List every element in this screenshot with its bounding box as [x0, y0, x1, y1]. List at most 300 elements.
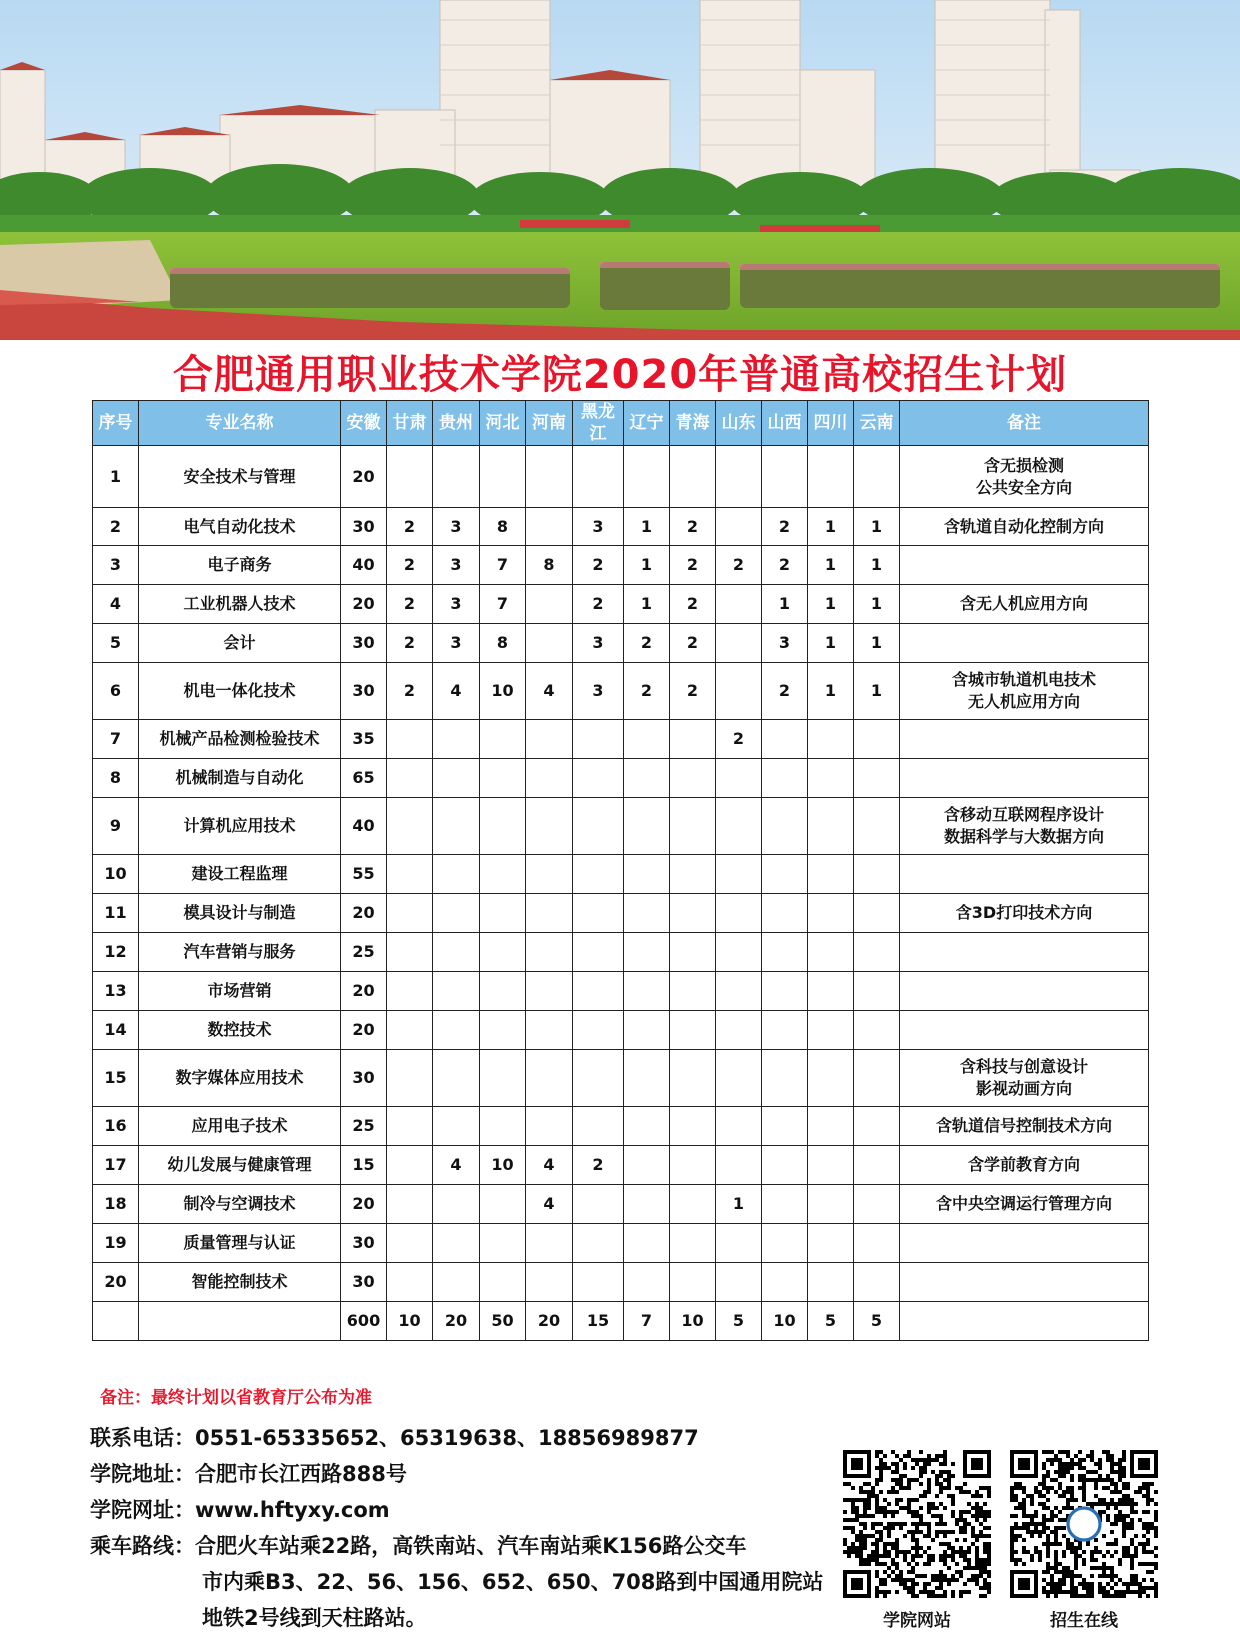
quota-cell [624, 933, 670, 972]
table-row [93, 663, 1149, 720]
quota-cell [433, 933, 480, 972]
quota-cell: 3 [573, 624, 624, 663]
quota-cell [433, 759, 480, 798]
quota-cell [573, 720, 624, 759]
quota-cell [526, 972, 573, 1011]
quota-cell [762, 1107, 808, 1146]
website-row [90, 1492, 823, 1528]
quota-cell [762, 1224, 808, 1263]
table-row [93, 1011, 1149, 1050]
quota-cell [433, 855, 480, 894]
quota-cell [624, 1224, 670, 1263]
quota-cell [716, 508, 762, 546]
table-row [93, 972, 1149, 1011]
row-number: 16 [93, 1107, 139, 1146]
quota-cell: 30 [341, 508, 387, 546]
row-number: 2 [93, 508, 139, 546]
quota-cell: 2 [670, 624, 716, 663]
quota-cell [526, 933, 573, 972]
quota-cell [387, 446, 433, 508]
table-row [93, 1185, 1149, 1224]
quota-cell [526, 798, 573, 855]
quota-cell [480, 1050, 526, 1107]
quota-cell: 1 [808, 624, 854, 663]
quota-cell [762, 933, 808, 972]
quota-cell [433, 1185, 480, 1224]
quota-cell [573, 1263, 624, 1302]
quota-cell: 4 [433, 663, 480, 720]
quota-cell: 25 [341, 1107, 387, 1146]
quota-cell [526, 585, 573, 624]
remark-line: 含轨道自动化控制方向 [943, 516, 1104, 536]
quota-cell: 30 [341, 624, 387, 663]
quota-cell: 2 [762, 508, 808, 546]
quota-cell [624, 972, 670, 1011]
quota-cell: 3 [433, 508, 480, 546]
table-row [93, 624, 1149, 663]
quota-cell [433, 1263, 480, 1302]
quota-cell: 20 [341, 1011, 387, 1050]
remark-line: 含中央空调运行管理方向 [935, 1194, 1112, 1213]
quota-cell [526, 624, 573, 663]
quota-cell [433, 720, 480, 759]
remark-cell [900, 446, 1149, 508]
remark-line: 含轨道信号控制技术方向 [935, 1116, 1112, 1135]
quota-cell: 10 [480, 1146, 526, 1185]
quota-cell [480, 1107, 526, 1146]
total-cell: 50 [480, 1302, 526, 1341]
table-row [93, 508, 1149, 546]
quota-cell [526, 720, 573, 759]
remark-cell [900, 1050, 1149, 1107]
total-cell: 5 [854, 1302, 900, 1341]
remark-cell [900, 720, 1149, 759]
quota-cell [670, 972, 716, 1011]
quota-cell [480, 720, 526, 759]
major-name: 电气自动化技术 [139, 508, 341, 546]
quota-cell [808, 1011, 854, 1050]
quota-cell [624, 855, 670, 894]
row-number: 5 [93, 624, 139, 663]
remark-line: 含城市轨道机电技术 [951, 670, 1096, 689]
route-line-2: 市内乘B3、22、56、156、652、650、708路到中国通用院站 [202, 1570, 824, 1594]
quota-cell [854, 1263, 900, 1302]
qr-code-icon [843, 1450, 991, 1598]
quota-cell [433, 972, 480, 1011]
quota-cell [762, 1263, 808, 1302]
quota-cell: 2 [387, 624, 433, 663]
column-header: 河北 [480, 401, 526, 446]
quota-cell [854, 933, 900, 972]
quota-cell [480, 1185, 526, 1224]
table-row [93, 446, 1149, 508]
quota-cell [573, 972, 624, 1011]
route-row-2 [90, 1564, 823, 1600]
quota-cell: 30 [341, 663, 387, 720]
phone-label: 联系电话： [90, 1426, 195, 1450]
quota-cell [526, 855, 573, 894]
campus-photo [0, 0, 1240, 340]
quota-cell [762, 1011, 808, 1050]
quota-cell: 15 [341, 1146, 387, 1185]
quota-cell [387, 1107, 433, 1146]
total-cell: 10 [670, 1302, 716, 1341]
column-header: 辽宁 [624, 401, 670, 446]
address-row [90, 1456, 823, 1492]
empty-cell [139, 1302, 341, 1341]
empty-cell [93, 1302, 139, 1341]
quota-cell: 2 [624, 624, 670, 663]
quota-cell [854, 972, 900, 1011]
quota-cell [526, 508, 573, 546]
row-number: 6 [93, 663, 139, 720]
quota-cell: 2 [716, 546, 762, 585]
quota-cell [433, 798, 480, 855]
quota-cell [762, 855, 808, 894]
quota-cell: 1 [854, 546, 900, 585]
quota-cell [624, 1146, 670, 1185]
phone-row [90, 1420, 823, 1456]
quota-cell: 4 [433, 1146, 480, 1185]
remark-line: 含科技与创意设计 [959, 1057, 1088, 1076]
quota-cell [387, 855, 433, 894]
quota-cell [433, 894, 480, 933]
remark-cell [900, 894, 1149, 933]
quota-cell [854, 759, 900, 798]
column-header: 专业名称 [139, 401, 341, 446]
quota-cell: 1 [624, 508, 670, 546]
column-header: 贵州 [433, 401, 480, 446]
remark-cell [900, 1263, 1149, 1302]
table-row [93, 1224, 1149, 1263]
quota-cell: 3 [433, 585, 480, 624]
quota-cell [433, 1050, 480, 1107]
quota-cell [670, 1185, 716, 1224]
quota-cell [670, 1011, 716, 1050]
route-row-3 [90, 1600, 823, 1636]
column-header: 甘肃 [387, 401, 433, 446]
quota-cell [573, 798, 624, 855]
quota-cell [573, 1050, 624, 1107]
quota-cell [624, 759, 670, 798]
quota-cell: 2 [762, 663, 808, 720]
quota-cell: 4 [526, 1146, 573, 1185]
quota-cell [624, 1263, 670, 1302]
quota-cell: 30 [341, 1263, 387, 1302]
quota-cell [854, 1050, 900, 1107]
total-cell: 10 [762, 1302, 808, 1341]
total-cell: 5 [808, 1302, 854, 1341]
route-line-1: 合肥火车站乘22路，高铁南站、汽车南站乘K156路公交车 [195, 1534, 747, 1558]
quota-cell [387, 972, 433, 1011]
quota-cell [526, 759, 573, 798]
row-number: 3 [93, 546, 139, 585]
quota-cell [387, 1224, 433, 1263]
quota-cell [808, 855, 854, 894]
quota-cell [808, 894, 854, 933]
quota-cell [716, 894, 762, 933]
quota-cell [480, 1224, 526, 1263]
table-row [93, 798, 1149, 855]
quota-cell [387, 1185, 433, 1224]
quota-cell [854, 1107, 900, 1146]
quota-cell [480, 1011, 526, 1050]
phone-value: 0551-65335652、65319638、18856989877 [195, 1426, 699, 1450]
quota-cell [808, 720, 854, 759]
quota-cell [480, 798, 526, 855]
quota-cell [716, 1263, 762, 1302]
table-row [93, 1146, 1149, 1185]
quota-cell [480, 1263, 526, 1302]
row-number: 18 [93, 1185, 139, 1224]
website-label: 学院网址： [90, 1498, 195, 1522]
quota-cell [762, 1050, 808, 1107]
table-row [93, 933, 1149, 972]
quota-cell: 1 [854, 508, 900, 546]
quota-cell: 35 [341, 720, 387, 759]
remark-cell [900, 759, 1149, 798]
quota-cell [854, 1146, 900, 1185]
quota-cell [716, 663, 762, 720]
quota-cell [573, 933, 624, 972]
quota-cell [480, 894, 526, 933]
major-name: 质量管理与认证 [139, 1224, 341, 1263]
column-header: 备注 [900, 401, 1149, 446]
quota-cell: 20 [341, 972, 387, 1011]
table-row [93, 855, 1149, 894]
quota-cell [624, 446, 670, 508]
quota-cell: 2 [573, 546, 624, 585]
remark-line: 无人机应用方向 [967, 692, 1080, 711]
row-number: 20 [93, 1263, 139, 1302]
quota-cell: 2 [670, 546, 716, 585]
quota-cell: 1 [808, 585, 854, 624]
quota-cell [387, 894, 433, 933]
quota-cell [526, 1050, 573, 1107]
remark-line: 含3D打印技术方向 [955, 903, 1093, 922]
quota-cell: 2 [670, 663, 716, 720]
quota-cell: 40 [341, 546, 387, 585]
major-name: 工业机器人技术 [139, 585, 341, 624]
major-name: 机电一体化技术 [139, 663, 341, 720]
quota-cell: 20 [341, 585, 387, 624]
row-number: 17 [93, 1146, 139, 1185]
remark-line: 含移动互联网程序设计 [943, 805, 1104, 824]
quota-cell: 65 [341, 759, 387, 798]
quota-cell [480, 446, 526, 508]
quota-cell [808, 1263, 854, 1302]
column-header: 黑龙江 [573, 401, 624, 446]
quota-cell: 7 [480, 546, 526, 585]
column-header: 云南 [854, 401, 900, 446]
quota-cell [526, 446, 573, 508]
quota-cell: 1 [624, 585, 670, 624]
quota-cell [762, 1146, 808, 1185]
quota-cell [716, 1050, 762, 1107]
quota-cell [716, 585, 762, 624]
table-row [93, 1107, 1149, 1146]
quota-cell: 1 [762, 585, 808, 624]
column-header: 河南 [526, 401, 573, 446]
quota-cell [808, 1224, 854, 1263]
quota-cell [526, 894, 573, 933]
quota-cell [808, 1185, 854, 1224]
quota-cell [716, 759, 762, 798]
row-number: 13 [93, 972, 139, 1011]
quota-cell [387, 798, 433, 855]
quota-cell: 2 [762, 546, 808, 585]
website-value: www.hftyxy.com [195, 1498, 390, 1522]
quota-cell [573, 759, 624, 798]
remark-line: 影视动画方向 [975, 1079, 1072, 1098]
quota-cell [808, 1146, 854, 1185]
quota-cell: 2 [573, 585, 624, 624]
quota-cell: 4 [526, 1185, 573, 1224]
quota-cell: 1 [854, 663, 900, 720]
row-number: 15 [93, 1050, 139, 1107]
quota-cell: 2 [716, 720, 762, 759]
quota-cell [670, 798, 716, 855]
remark-cell [900, 663, 1149, 720]
quota-cell [624, 894, 670, 933]
quota-cell [762, 759, 808, 798]
column-header: 山西 [762, 401, 808, 446]
major-name: 计算机应用技术 [139, 798, 341, 855]
major-name: 制冷与空调技术 [139, 1185, 341, 1224]
quota-cell [624, 1050, 670, 1107]
quota-cell [670, 1107, 716, 1146]
quota-cell: 40 [341, 798, 387, 855]
quota-cell [624, 1107, 670, 1146]
quota-cell [670, 1224, 716, 1263]
address-label: 学院地址： [90, 1462, 195, 1486]
remark-cell [900, 1185, 1149, 1224]
quota-cell [480, 933, 526, 972]
column-header: 四川 [808, 401, 854, 446]
quota-cell: 2 [573, 1146, 624, 1185]
quota-cell: 30 [341, 1224, 387, 1263]
quota-cell: 2 [387, 546, 433, 585]
page-title: 合肥通用职业技术学院2020年普通高校招生计划 [172, 352, 1068, 398]
quota-cell [573, 1011, 624, 1050]
quota-cell: 2 [670, 585, 716, 624]
remark-line: 公共安全方向 [975, 477, 1072, 497]
quota-cell [808, 1107, 854, 1146]
quota-cell [808, 798, 854, 855]
quota-cell: 3 [433, 546, 480, 585]
quota-cell [854, 1185, 900, 1224]
quota-cell [854, 720, 900, 759]
remark-line: 含学前教育方向 [967, 1155, 1080, 1174]
quota-cell: 25 [341, 933, 387, 972]
quota-cell [854, 1224, 900, 1263]
remark-cell [900, 933, 1149, 972]
major-name: 市场营销 [139, 972, 341, 1011]
major-name: 机械制造与自动化 [139, 759, 341, 798]
major-name: 模具设计与制造 [139, 894, 341, 933]
quota-cell [526, 1011, 573, 1050]
quota-cell [387, 720, 433, 759]
quota-cell: 2 [670, 508, 716, 546]
remark-cell [900, 1146, 1149, 1185]
quota-cell: 2 [387, 585, 433, 624]
quota-cell: 2 [387, 663, 433, 720]
quota-cell: 2 [387, 508, 433, 546]
remark-cell [900, 546, 1149, 585]
table-row [93, 720, 1149, 759]
quota-cell [762, 446, 808, 508]
major-name: 会计 [139, 624, 341, 663]
quota-cell [670, 1050, 716, 1107]
total-cell: 600 [341, 1302, 387, 1341]
table-header-row [93, 401, 1149, 446]
remark-line: 含无损检测 [983, 455, 1064, 475]
quota-cell [716, 798, 762, 855]
quota-cell [854, 1011, 900, 1050]
quota-cell: 30 [341, 1050, 387, 1107]
remark-cell [900, 1107, 1149, 1146]
row-number: 10 [93, 855, 139, 894]
quota-cell [854, 894, 900, 933]
quota-cell [670, 759, 716, 798]
quota-cell [387, 1050, 433, 1107]
quota-cell [433, 446, 480, 508]
major-name: 应用电子技术 [139, 1107, 341, 1146]
quota-cell [808, 446, 854, 508]
remark-cell [900, 855, 1149, 894]
footnote: 备注：最终计划以省教育厅公布为准 [100, 1388, 372, 1408]
quota-cell: 8 [526, 546, 573, 585]
address-value: 合肥市长江西路888号 [195, 1462, 407, 1486]
major-name: 安全技术与管理 [139, 446, 341, 508]
column-header: 安徽 [341, 401, 387, 446]
quota-cell [716, 933, 762, 972]
table-row [93, 1263, 1149, 1302]
quota-cell [762, 798, 808, 855]
quota-cell [480, 759, 526, 798]
route-row [90, 1528, 823, 1564]
major-name: 数控技术 [139, 1011, 341, 1050]
quota-cell [716, 1011, 762, 1050]
quota-cell [387, 933, 433, 972]
quota-cell [387, 1146, 433, 1185]
quota-cell [716, 624, 762, 663]
quota-cell [624, 1011, 670, 1050]
quota-cell: 8 [480, 624, 526, 663]
quota-cell: 1 [808, 663, 854, 720]
route-line-3: 地铁2号线到天柱路站。 [202, 1606, 427, 1630]
major-name: 汽车营销与服务 [139, 933, 341, 972]
quota-cell: 20 [341, 894, 387, 933]
quota-cell [573, 1185, 624, 1224]
quota-cell: 3 [573, 663, 624, 720]
quota-cell: 7 [480, 585, 526, 624]
quota-cell [854, 855, 900, 894]
quota-cell [573, 855, 624, 894]
row-number: 11 [93, 894, 139, 933]
quota-cell [433, 1107, 480, 1146]
quota-cell [716, 1146, 762, 1185]
quota-cell [480, 972, 526, 1011]
row-number: 1 [93, 446, 139, 508]
table-row [93, 585, 1149, 624]
quota-cell [716, 1224, 762, 1263]
quota-cell: 2 [624, 663, 670, 720]
quota-cell: 1 [808, 508, 854, 546]
quota-cell [670, 446, 716, 508]
quota-cell [762, 1185, 808, 1224]
column-header: 山东 [716, 401, 762, 446]
